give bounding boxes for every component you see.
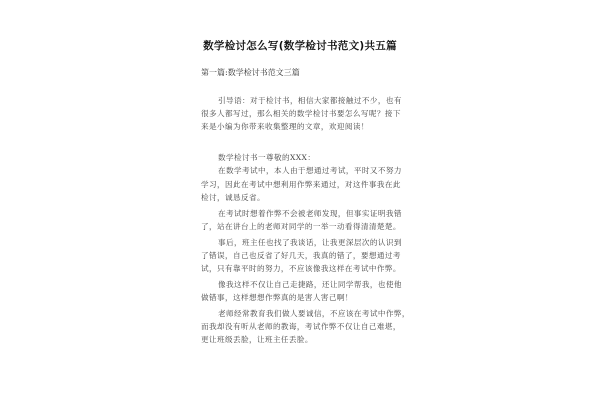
body-line: 很多人都写过，那么相关的数学检讨书要怎么写呢？接下 bbox=[201, 109, 401, 118]
body-line: 做错事，这样想想作弊真的是害人害己啊！ bbox=[201, 293, 353, 302]
body-line: 事后，班主任也找了我谈话，让我更深层次的认识到 bbox=[218, 238, 402, 247]
body-line: 数学检讨书一尊敬的XXX： bbox=[218, 153, 316, 162]
body-line: 了，站在讲台上的老师对同学的一举一动看得清清楚楚。 bbox=[201, 222, 401, 231]
body-line: 引导语：对于检讨书，相信大家都接触过不少，也有 bbox=[218, 96, 402, 105]
body-line: 学习，因此在考试中想利用作弊来通过，对这件事我在此 bbox=[201, 180, 401, 189]
document-title: 数学检讨怎么写(数学检讨书范文)共五篇 bbox=[203, 40, 397, 52]
body-line: 了错误，自己也反省了好几天，我真的错了，要想通过考 bbox=[201, 251, 401, 260]
body-line: 在数学考试中，本人由于想通过考试，平时又不努力 bbox=[218, 166, 402, 175]
section-heading: 第一篇:数学检讨书范文三篇 bbox=[201, 68, 300, 77]
body-line: 像我这样不仅让自己走捷路，还让同学帮我，也使他 bbox=[218, 280, 402, 289]
body-line: 更让班级丢脸，让班主任丢脸。 bbox=[201, 335, 313, 344]
body-line: 而我却没有听从老师的教诲，考试作弊不仅让自己难堪， bbox=[201, 322, 401, 331]
body-line: 检讨，诚恳反省。 bbox=[201, 193, 265, 202]
body-line: 老师经常教育我们做人要诚信，不应该在考试中作弊， bbox=[218, 309, 410, 318]
body-line: 在考试时想着作弊不会被老师发现，但事实证明我错 bbox=[218, 209, 402, 218]
body-line: 试，只有靠平时的努力，不应该像我这样在考试中作弊。 bbox=[201, 264, 401, 273]
body-line: 来是小编为你带来收集整理的文章，欢迎阅读！ bbox=[201, 122, 369, 131]
